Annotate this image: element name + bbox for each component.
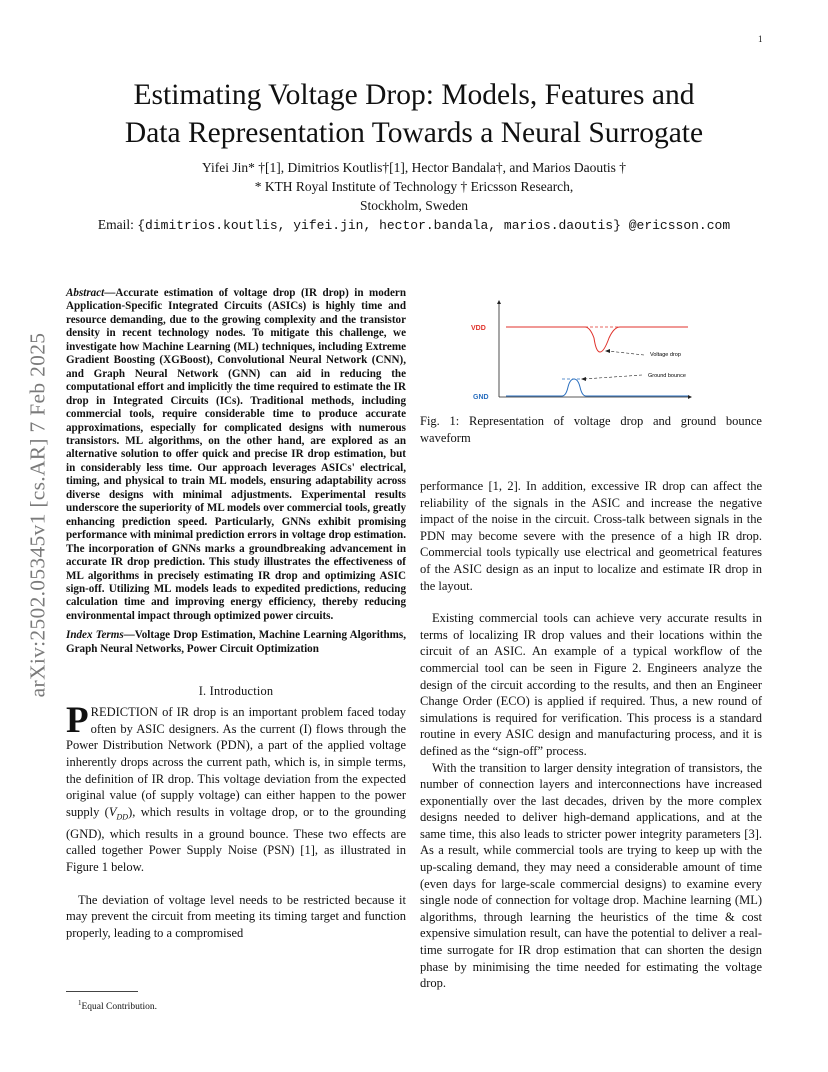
index-terms-label: Index Terms [66, 629, 124, 642]
gnd-waveform [506, 379, 688, 396]
footnote-text: Equal Contribution. [81, 1002, 157, 1013]
index-terms [66, 629, 406, 656]
abstract-text: Accurate estimation of voltage drop (IR drop) in modern Application-Specific Integrated Circuits (ASICs) is highly time and resource demanding, due to the growing complexity and the transistor density in recent technology nodes. To mitigate this challenge, we investigate how Machine Learning (ML) techniques, including Extreme Gradient Boosting (XGBoost), Convolutional Neural Network (CNN), and Graph Neural Network (GNN) can aid in reducing the computational effort and implicitly the time required to estimate the IR drop in Integrated Circuits (ICs). Traditional methods, including commercial tools, require considerable time to produce accurate approximations, especially for complicated designs with numerous transistors. ML algorithms, on the other hand, are explored as an alternative solution to offer quick and precise IR drop estimation, but in considerably less time. Our approach leverages ASICs' electrical, timing, and physical to train ML models, ensuring adaptability across diverse designs with minimal adjustments. Experimental results underscore the superiority of ML models over commercial tools, greatly enhancing prediction speed. Particularly, GNNs exhibit promising performance with minimal prediction errors in voltage drop estimation. The incorporation of GNNs marks a groundbreaking advancement in accurate IR drop prediction. This study illustrates the effectiveness of ML algorithms in precisely estimating IR drop and optimizing ASIC sign-off. Utilizing ML models leads to expedited predictions, reducing calculation time and improving energy efficiency, thereby reducing environmental impact through optimized power circuits. [66, 287, 406, 622]
abstract-label: Abstract [66, 287, 105, 299]
intro-p1-text: REDICTION of IR drop is an important problem faced today often by ASIC designers. As the current (I) flows through the Power Distribution Network (PDN), a part of the applied voltage inherently drops across the current path, which is, in simple terms, the definition of IR drop. This voltage deviation from the expected original value (of supply voltage) can either happen to the power supply ( [66, 705, 406, 819]
voltage-drop-arrow-icon [605, 349, 610, 353]
ground-bounce-label: Ground bounce [648, 373, 686, 379]
intro-paragraph-2: The deviation of voltage level needs to be restricted because it may prevent the circuit from meeting its timing target and function properly, leading to a compromised [66, 892, 406, 940]
drop-cap: P [66, 700, 89, 742]
footnote-rule [66, 991, 138, 992]
author-names: Yifei Jin* †[1], Dimitrios Koutlis†[1], Hector Bandala†, and Marios Daoutis † [201, 160, 627, 175]
location: Stockholm, Sweden [360, 198, 468, 213]
figure-1-caption: Fig. 1: Representation of voltage drop and ground bounce waveform [420, 414, 762, 445]
intro-p1-end: ), which results in voltage drop, or to the grounding (GND), which results in a ground bounce. These two effects are called together Power Supply Noise (PSN) [1], as illustrated in Figure 1 below. [66, 804, 407, 875]
right-paragraph-1: performance [1, 2]. In addition, excessive IR drop can affect the reliability of the signals in the ASIC and increase the negative impact of the noise in the circuit. Cross-talk between signals in the PDN may become severe with the presence of a high IR drop. Commercial tools typically use electrical and geometrical features of the ASIC design as an input to localize and estimate IR drop in the layout. [420, 479, 762, 593]
footnote-mark: 1 [78, 999, 82, 1007]
right-paragraph-2: Existing commercial tools can achieve very accurate results in terms of localizing IR drop values and their locations within the circuit of an ASIC. An example of a typical workflow of the commercial tool can be seen in Figure 2. Engineers analyze the design of the circuit according to the results, and then an Engineer Change Order (ECO) is applied if required. Thus, a new round of simulations is required for verification. This process is a standard routine in every ASIC design and manufacturing process, and it is defined as the “sign-off” process. [420, 611, 762, 758]
abstract [66, 287, 406, 623]
page-number: 1 [758, 34, 763, 44]
vdd-waveform [506, 327, 688, 352]
figure-1-waveform [462, 293, 722, 403]
footnote [78, 999, 157, 1012]
vdd-sub: DD [116, 812, 129, 822]
section-heading-introduction: I. Introduction [198, 684, 274, 699]
vdd-label: VDD [471, 325, 486, 332]
arxiv-stamp: arXiv:2502.05345v1 [cs.AR] 7 Feb 2025 [25, 332, 50, 698]
abstract-dash: — [104, 287, 116, 299]
x-axis-arrow-icon [688, 395, 692, 399]
author-block [60, 158, 768, 235]
email-addresses: {dimitrios.koutlis, yifei.jin, hector.bandala, marios.daoutis} @ericsson.com [137, 218, 731, 233]
affiliations: * KTH Royal Institute of Technology † Ericsson Research, [254, 179, 574, 194]
title-line-2: Data Representation Towards a Neural Surrogate [124, 117, 704, 149]
index-terms-dash: — [123, 629, 135, 642]
y-axis-arrow-icon [497, 300, 501, 304]
right-column [420, 478, 762, 992]
email-line [60, 215, 768, 235]
paper-title [20, 76, 808, 152]
voltage-drop-label: Voltage drop [650, 352, 681, 358]
ground-bounce-pointer [584, 375, 642, 379]
left-column [66, 287, 406, 941]
title-line-1: Estimating Voltage Drop: Models, Features and [133, 79, 695, 111]
right-paragraph-3: With the transition to larger density integration of transistors, the number of connection layers and interconnections have increased exponentially over the last decades, driven by the more complex designs needed to deliver high-demand applications, and at the same time, this also leads to stricter power integrity parameters [3]. As a result, while commercial tools are trying to keep up with the up-scaling demand, they may need a considerable amount of time (even days for large-scale commercial designs) to examine every single node of connection for voltage drop. Machine learning (ML) algorithms, through learning the heuristics of the time & cost expensive simulation result, can have the potential to deliver a real-time surrogate for IR drop estimation that can shorten the design phase by minimising the time needed for estimating the voltage drop. [420, 760, 762, 991]
intro-paragraph-1 [66, 700, 407, 875]
gnd-label: GND [473, 394, 489, 401]
vdd-symbol [108, 804, 129, 822]
voltage-drop-pointer [608, 351, 644, 355]
vdd-v: V [108, 804, 117, 819]
ground-bounce-arrow-icon [581, 377, 586, 381]
index-terms-text: Voltage Drop Estimation, Machine Learning Algorithms, Graph Neural Networks, Power Circuit Optimization [66, 629, 406, 655]
email-label: Email: [97, 217, 138, 232]
